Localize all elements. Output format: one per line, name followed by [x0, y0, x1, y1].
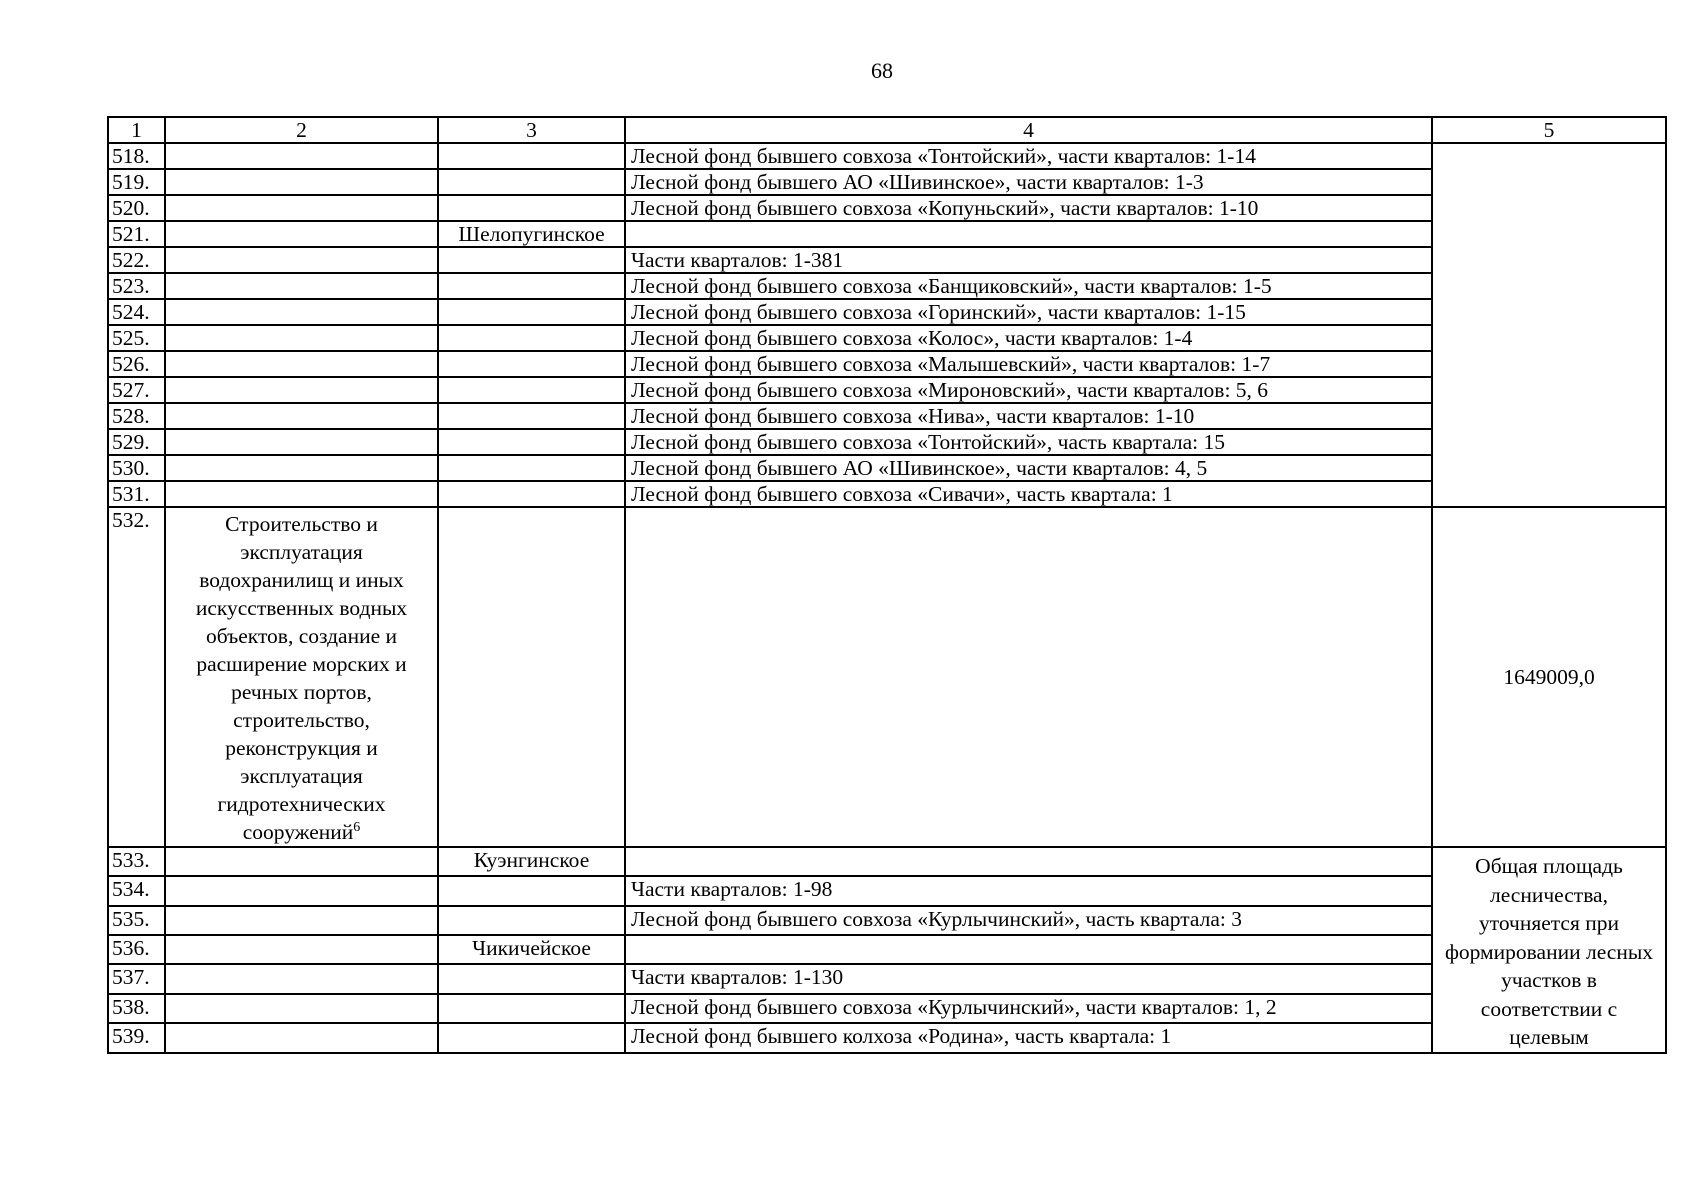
purpose-cell — [165, 935, 438, 964]
area-note: Общая площадь лесничества, уточняется при формировании лесных участков в соответствии с целевым — [1432, 847, 1666, 1053]
forestry-cell — [438, 195, 625, 221]
location-cell — [625, 221, 1432, 247]
purpose-text: Строительство и эксплуатация водохранилищ и иных искусственных водных объектов, создание и расширение морских и речных портов, строительство, реконструкция и эксплуатация гидротехнических сооружений — [195, 512, 408, 844]
forestry-cell — [438, 507, 625, 847]
purpose-cell — [165, 247, 438, 273]
row-number: 539. — [108, 1023, 165, 1052]
page-number: 68 — [871, 58, 893, 83]
forestry-cell — [438, 325, 625, 351]
row-number: 529. — [108, 429, 165, 455]
location-cell: Части кварталов: 1-98 — [625, 876, 1432, 905]
forestry-cell — [438, 455, 625, 481]
location-cell: Лесной фонд бывшего совхоза «Сивачи», часть квартала: 1 — [625, 481, 1432, 507]
row-number: 523. — [108, 273, 165, 299]
row-number: 536. — [108, 935, 165, 964]
footnote-mark: 6 — [353, 819, 361, 835]
forestry-cell — [438, 273, 625, 299]
location-cell: Лесной фонд бывшего совхоза «Тонтойский», часть квартала: 15 — [625, 429, 1432, 455]
purpose-cell — [165, 847, 438, 876]
location-cell: Лесной фонд бывшего совхоза «Курлычинский», части кварталов: 1, 2 — [625, 994, 1432, 1023]
forestry-cell — [438, 429, 625, 455]
forestry-cell — [438, 1023, 625, 1052]
forestry-cell: Шелопугинское — [438, 221, 625, 247]
location-cell: Лесной фонд бывшего АО «Шивинское», части кварталов: 4, 5 — [625, 455, 1432, 481]
location-cell: Лесной фонд бывшего совхоза «Малышевский», части кварталов: 1-7 — [625, 351, 1432, 377]
forestry-cell — [438, 906, 625, 935]
location-cell: Лесной фонд бывшего АО «Шивинское», части кварталов: 1-3 — [625, 169, 1432, 195]
location-cell: Лесной фонд бывшего совхоза «Колос», части кварталов: 1-4 — [625, 325, 1432, 351]
forestry-cell — [438, 247, 625, 273]
row-number: 535. — [108, 906, 165, 935]
forestry-cell: Куэнгинское — [438, 847, 625, 876]
location-cell: Лесной фонд бывшего совхоза «Копуньский», части кварталов: 1-10 — [625, 195, 1432, 221]
forestry-cell — [438, 481, 625, 507]
location-cell: Лесной фонд бывшего совхоза «Горинский», части кварталов: 1-15 — [625, 299, 1432, 325]
purpose-cell — [165, 906, 438, 935]
forest-table — [107, 116, 1667, 1054]
location-cell — [625, 847, 1432, 876]
row-number: 526. — [108, 351, 165, 377]
forestry-cell — [438, 169, 625, 195]
purpose-cell — [165, 351, 438, 377]
row-number: 525. — [108, 325, 165, 351]
purpose-cell — [165, 195, 438, 221]
row-number: 533. — [108, 847, 165, 876]
purpose-cell — [165, 325, 438, 351]
area-cell-empty — [1432, 143, 1666, 507]
location-cell — [625, 507, 1432, 847]
row-number: 538. — [108, 994, 165, 1023]
table-row — [108, 847, 1666, 876]
location-cell: Части кварталов: 1-130 — [625, 964, 1432, 993]
row-number: 519. — [108, 169, 165, 195]
purpose-cell — [165, 299, 438, 325]
purpose-cell — [165, 377, 438, 403]
row-number: 528. — [108, 403, 165, 429]
row-number: 520. — [108, 195, 165, 221]
purpose-cell — [165, 221, 438, 247]
table-header-row — [108, 117, 1666, 143]
purpose-cell — [165, 1023, 438, 1052]
header-col-2: 2 — [165, 117, 438, 143]
forestry-cell — [438, 403, 625, 429]
row-number: 522. — [108, 247, 165, 273]
purpose-cell — [165, 273, 438, 299]
row-number: 527. — [108, 377, 165, 403]
location-cell — [625, 935, 1432, 964]
total-area-value: 1649009,0 — [1432, 507, 1666, 847]
row-number: 537. — [108, 964, 165, 993]
forestry-cell — [438, 876, 625, 905]
forestry-cell — [438, 351, 625, 377]
row-number: 530. — [108, 455, 165, 481]
row-number: 521. — [108, 221, 165, 247]
purpose-cell — [165, 403, 438, 429]
row-number: 532. — [108, 507, 165, 847]
header-col-5: 5 — [1432, 117, 1666, 143]
purpose-cell — [165, 143, 438, 169]
location-cell: Лесной фонд бывшего совхоза «Тонтойский», части кварталов: 1-14 — [625, 143, 1432, 169]
location-cell: Лесной фонд бывшего совхоза «Банщиковский», части кварталов: 1-5 — [625, 273, 1432, 299]
forestry-cell — [438, 377, 625, 403]
location-cell: Лесной фонд бывшего совхоза «Мироновский», части кварталов: 5, 6 — [625, 377, 1432, 403]
location-cell: Лесной фонд бывшего колхоза «Родина», часть квартала: 1 — [625, 1023, 1432, 1052]
location-cell: Лесной фонд бывшего совхоза «Нива», части кварталов: 1-10 — [625, 403, 1432, 429]
purpose-cell — [165, 964, 438, 993]
forestry-cell — [438, 994, 625, 1023]
row-number: 518. — [108, 143, 165, 169]
row-number: 534. — [108, 876, 165, 905]
location-cell: Лесной фонд бывшего совхоза «Курлычинский», часть квартала: 3 — [625, 906, 1432, 935]
header-col-3: 3 — [438, 117, 625, 143]
forestry-cell: Чикичейское — [438, 935, 625, 964]
purpose-cell — [165, 429, 438, 455]
row-number: 524. — [108, 299, 165, 325]
purpose-cell — [165, 876, 438, 905]
purpose-cell — [165, 169, 438, 195]
purpose-cell — [165, 455, 438, 481]
header-col-1: 1 — [108, 117, 165, 143]
table-row-532 — [108, 507, 1666, 847]
purpose-description — [165, 507, 438, 847]
header-col-4: 4 — [625, 117, 1432, 143]
forestry-cell — [438, 964, 625, 993]
location-cell: Части кварталов: 1-381 — [625, 247, 1432, 273]
forestry-cell — [438, 143, 625, 169]
purpose-cell — [165, 481, 438, 507]
forestry-cell — [438, 299, 625, 325]
purpose-cell — [165, 994, 438, 1023]
table-row — [108, 143, 1666, 169]
row-number: 531. — [108, 481, 165, 507]
